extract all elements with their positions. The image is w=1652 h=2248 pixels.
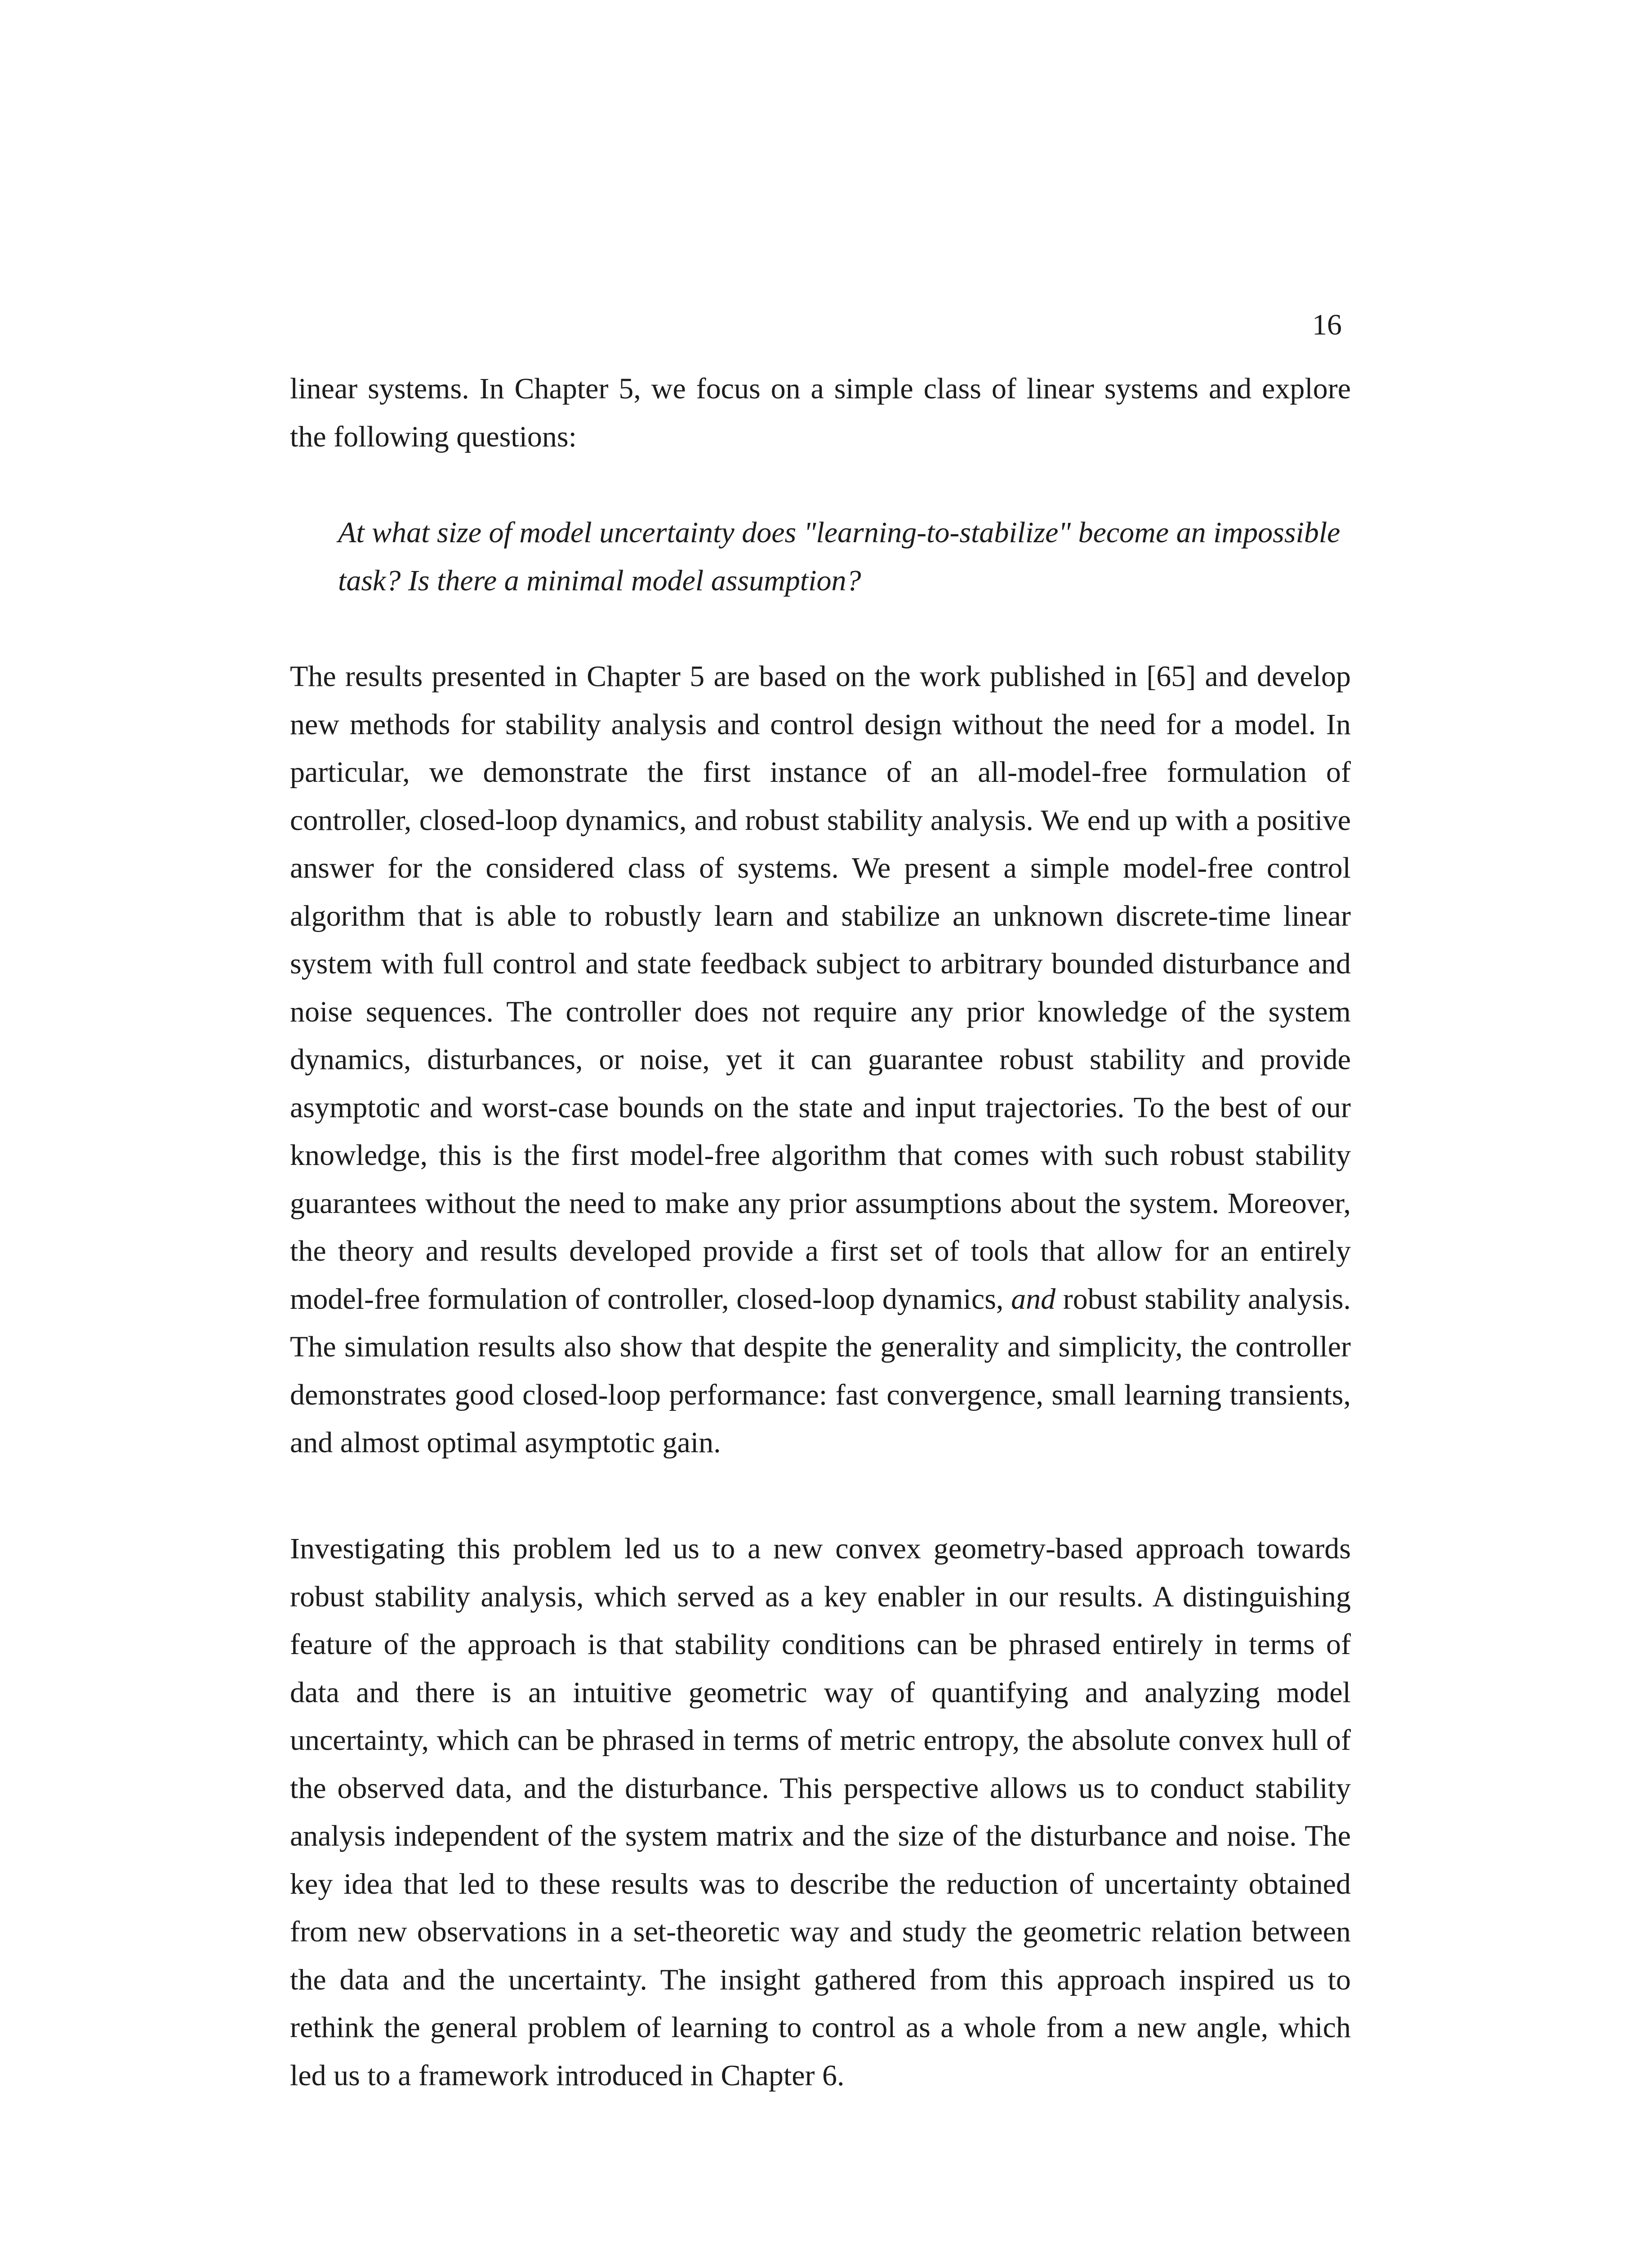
investigating-paragraph: Investigating this problem led us to a new convex geometry-based approach towards robust stability analysis, which served as a key enabler in our results. A distinguishing feature of the approach is that stability conditions can be phrased entirely in terms of data and there is an intuitive geometric way of quantifying and analyzing model uncertainty, which can be phrased in terms of metric entropy, the absolute convex hull of the observed data, and the disturbance. This perspective allows us to conduct stability analysis independent of the system matrix and the size of the disturbance and noise. The key idea that led to these results was to describe the reduction of uncertainty obtained from new observations in a set-theoretic way and study the geometric relation between the data and the uncertainty. The insight gathered from this approach inspired us to rethink the general problem of learning to control as a whole from a new angle, which led us to a framework introduced in Chapter 6.: [290, 1532, 1351, 2092]
page-number: 16: [1312, 308, 1342, 341]
intro-paragraph: linear systems. In Chapter 5, we focus on a simple class of linear systems and explore the following questions:: [290, 372, 1351, 453]
results-paragraph: [290, 653, 1351, 1467]
results-text-part-2: robust stability analysis. The simulation results also show that despite the generality and simplicity, the controller demonstrates good closed-loop performance: fast convergence, small learning transients, and almost optimal asymptotic gain.: [290, 1282, 1351, 1459]
results-emphasis: and: [1011, 1282, 1056, 1316]
results-text-part-1: The results presented in Chapter 5 are based on the work published in [65] and develop new methods for stability analysis and control design without the need for a model. In particular, we demonstrate the first instance of an all-model-free formulation of controller, closed-loop dynamics, and robust stability analysis. We end up with a positive answer for the considered class of systems. We present a simple model-free control algorithm that is able to robustly learn and stabilize an unknown discrete-time linear system with full control and state feedback subject to arbitrary bounded disturbance and noise sequences. The controller does not require any prior knowledge of the system dynamics, disturbances, or noise, yet it can guarantee robust stability and provide asymptotic and worst-case bounds on the state and input trajectories. To the best of our knowledge, this is the first model-free algorithm that comes with such robust stability guarantees without the need to make any prior assumptions about the system. Moreover, the theory and results developed provide a first set of tools that allow for an entirely model-free formulation of controller, closed-loop dynamics,: [290, 660, 1351, 1316]
research-question: At what size of model uncertainty does "learning-to-stabilize" become an impossible task? Is there a minimal model assumption?: [338, 516, 1340, 597]
